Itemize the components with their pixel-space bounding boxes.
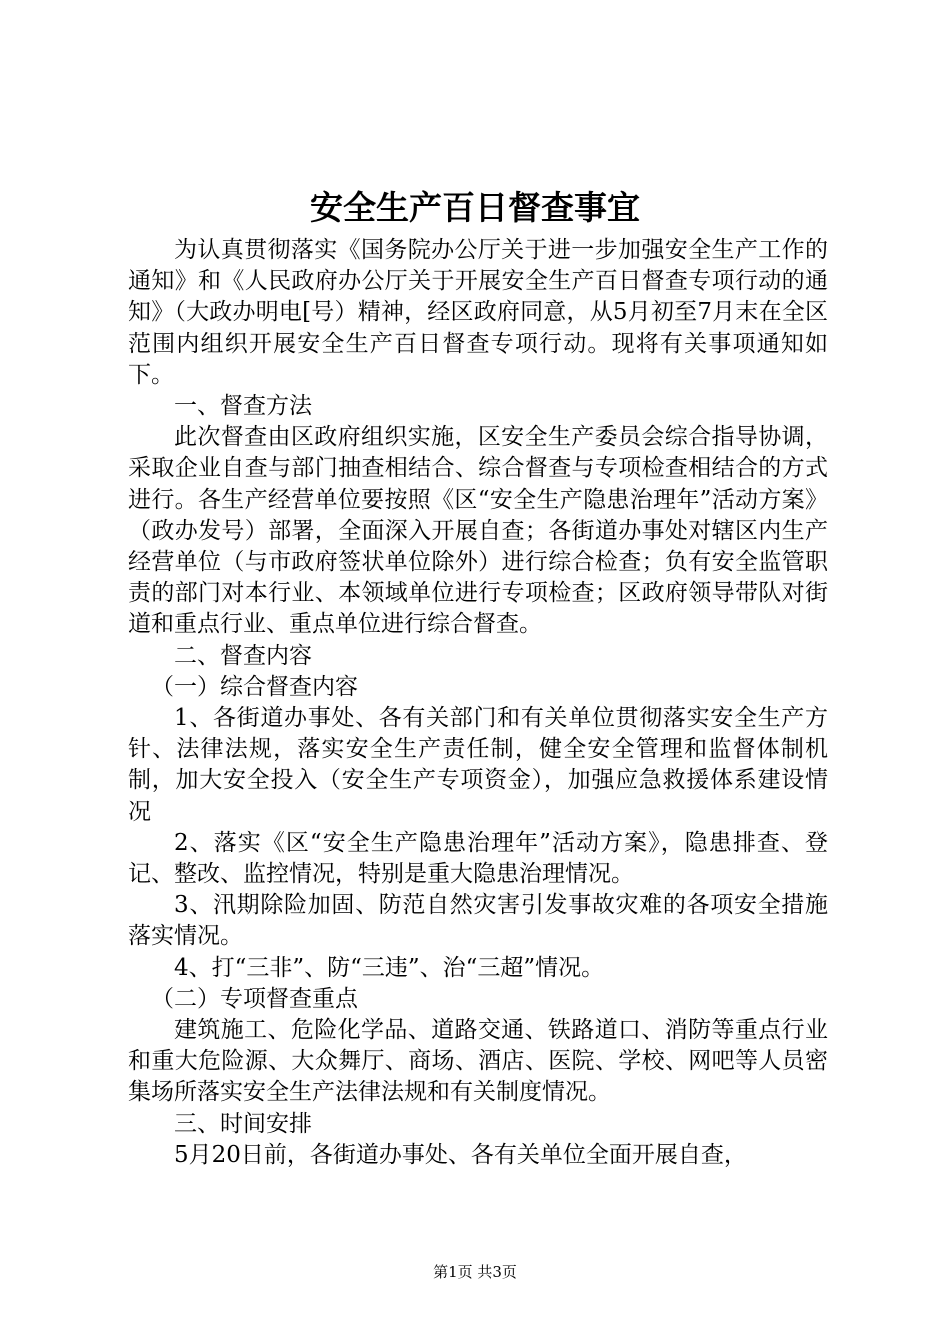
paragraph: 二、督查内容	[174, 642, 312, 669]
document-title: 安全生产百日督查事宜	[310, 188, 640, 227]
paragraph: 4、打“三非”、防“三违”、治“三超”情况。	[174, 954, 605, 981]
page-footer: 第1页 共3页	[433, 1263, 517, 1281]
document-body	[128, 235, 828, 1171]
paragraph: 此次督查由区政府组织实施，区安全生产委员会综合指导协调，采取企业自查与部门抽查相结合、综合督查与专项检查相结合的方式进行。各生产经营单位要按照《区“安全生产隐患治理年”活动方案》（政办发号）部署，全面深入开展自查；各街道办事处对辖区内生产经营单位（与市政府签状单位除外）进行综合检查；负有安全监管职责的部门对本行业、本领域单位进行专项检查；区政府领导带队对街道和重点行业、重点单位进行综合督查。	[128, 424, 828, 638]
paragraph: 2、落实《区“安全生产隐患治理年”活动方案》，隐患排查、登记、整改、监控情况，特别是重大隐患治理情况。	[128, 829, 828, 888]
paragraph: （一）综合督查内容	[151, 673, 358, 700]
paragraph: 5月20日前，各街道办事处、各有关单位全面开展自查，	[174, 1141, 747, 1168]
paragraph: 为认真贯彻落实《国务院办公厅关于进一步加强安全生产工作的通知》和《人民政府办公厅关于开展安全生产百日督查专项行动的通知》（大政办明电[号）精神，经区政府同意，从5月初至7月末在全区范围内组织开展安全生产百日督查专项行动。现将有关事项通知如下。	[128, 237, 828, 388]
paragraph: 3、汛期除险加固、防范自然灾害引发事故灾难的各项安全措施落实情况。	[128, 892, 828, 950]
paragraph: 1、各街道办事处、各有关部门和有关单位贯彻落实安全生产方针、法律法规，落实安全生产责任制，健全安全管理和监督体制机制，加大安全投入（安全生产专项资金），加强应急救援体系建设情况	[128, 705, 828, 825]
paragraph: 三、时间安排	[174, 1110, 312, 1137]
paragraph: 建筑施工、危险化学品、道路交通、铁路道口、消防等重点行业和重大危险源、大众舞厅、商场、酒店、医院、学校、网吧等人员密集场所落实安全生产法律法规和有关制度情况。	[128, 1017, 828, 1106]
paragraph: （二）专项督查重点	[151, 985, 358, 1012]
paragraph: 一、督查方法	[174, 393, 312, 420]
